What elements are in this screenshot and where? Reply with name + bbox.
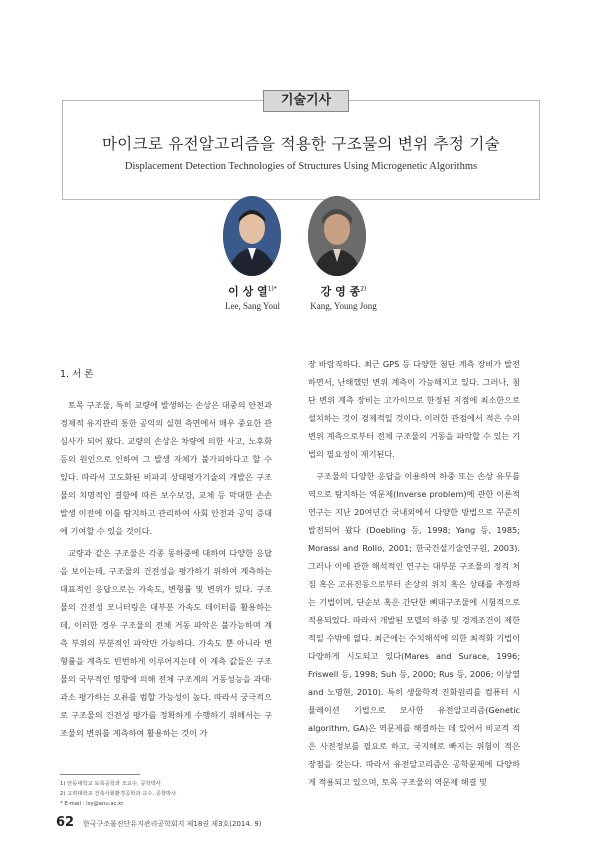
paragraph: 교량과 같은 구조물은 각종 동하중에 대하여 다양한 응답을 보이는데, 구조물의 건전성을 평가하기 위하여 계측하는 대표적인 응답으로는 가속도, 변형률 및 변위가 있다. 구조물의 건전성 모니터링은 대부분 가속도 데이터를 활용하는데, 이러한 경우 구조물의 전체 거동 파악은 불가능하며 계측 부위의 부분적인 파악만 가능하다. 가속도 뿐 아니라 변형률을 계측도 빈번하게 이루어지는데 이 계측 값들은 구조물의 국부적인 영향에 의해 전체 구조계의 거동성능을 과대·과소 평가하는 오류를 범할 가능성이 높다. 따라서 궁극적으로 구조물의 건전성 평가를 정확하게 수행하기 위해서는 구조물의 변위를 계측하여 활용하는 것이 가 — [60, 548, 272, 738]
section-heading: 1. 서 론 — [60, 369, 94, 380]
footnote: 2) 고려대학교 건축사회환경공학과 교수, 공학박사 — [60, 791, 177, 797]
footnote-divider — [60, 774, 140, 775]
author-2-name-ko: 강 영 종$^{2)}$ — [320, 285, 367, 298]
footnote: * E-mail : lsy@anu.ac.kr — [60, 801, 124, 807]
paragraph: 장 바람직하다. 최근 GPS 등 다양한 첨단 계측 장비가 발전하면서, 난해했던 변위 계측이 가능해지고 있다. 그러나, 첨단 변위 계측 장비는 고가이므로 한정된 지점에 최소한으로 설치하는 것이 경제적일 것이다. 이러한 관점에서 적은 수의 변위 계측으로부터 전체 구조물의 거동을 파악할 수 있는 기법의 필요성이 제기된다. — [308, 359, 520, 459]
title-korean: 마이크로 유전알고리즘을 적용한 구조물의 변위 추정 기술 — [102, 135, 500, 153]
paragraph: 구조물의 다양한 응답을 이용하여 하중 또는 손상 유무를 역으로 탐지하는 역문제(Inverse problem)에 관한 이론적 연구는 지난 20여년간 국내외에서 다양한 방법으로 꾸준히 발전되어 왔다 (Doebling 등, 1998; Yang 등, 1985; Morassi and Rollo, 2001; 한국건설기술연구원, 2003). 그러나 이에 관한 해석적인 연구는 대부분 구조물의 정적 처짐 혹은 고유진동으로부터 손상의 위치 혹은 상태를 추정하는 기법이며, 단순보 혹은 간단한 뼈대구조물에 시험적으로 적용되었다. 따라서 개발된 모델의 하중 및 경계조건이 제한적일 수밖에 없다. 최근에는 수치해석에 의한 최적화 기법이 다양하게 시도되고 있다(Mares and Surace, 1996; Friswell 등, 1998; Suh 등, 2000; Rus 등, 2006; 이상열 and 노명현, 2010). 특히 생물학적 진화원리를 컴퓨터 시뮬레이션 기법으로 모사한 유전알고리즘(Genetic algorithm, GA)은 역문제를 해결하는 데 있어서 비교적 적은 사전정보를 필요로 하고, 국지해로 빠지는 위험이 적은 장점을 갖는다. 따라서 유전알고리즘은 공학문제에 다양하게 적용되고 있으며, 토목 구조물의 역문제 해결 및 — [308, 471, 520, 787]
author-1-name-ko: 이 상 열$^{1)*}$ — [228, 285, 277, 298]
right-column — [308, 355, 520, 791]
left-column — [60, 352, 272, 742]
author-photo-2 — [308, 196, 366, 276]
author-2-name-en: Kang, Young Jong — [310, 301, 377, 311]
journal-citation: 한국구조물진단유지관리공학회지 제18권 제3호(2014. 9) — [83, 820, 262, 828]
author-photo-1 — [223, 196, 281, 276]
footnote: 1) 안동대학교 토목공학과 조교수, 공학박사 — [60, 781, 161, 787]
section-tag: 기술기사 — [263, 90, 349, 112]
paragraph: 토목 구조물, 특히 교량에 발생하는 손상은 대중의 안전과 경제적 유지관리 통한 공익의 실현 측면에서 매우 중요한 관심사가 되어 왔다. 교량의 손상은 차량에 의한 사고, 노후화 등의 원인으로 인하여 그 발생 자체가 불가피하다고 할 수 있다. 따라서 고도화된 비파괴 상태평가기술의 개발은 구조물의 치명적인 결함에 따른 보수보강, 교체 등 막대한 손손 발생 이전에 이를 탐지하고 관리하여 사회 안전과 공익 증대에 기여할 수 있을 것이다. — [60, 400, 272, 536]
page-number: 62 — [56, 815, 75, 830]
author-1-name-en: Lee, Sang Youl — [224, 301, 280, 311]
footnotes — [60, 779, 280, 809]
page-footer — [56, 815, 546, 835]
title-english: Displacement Detection Technologies of Structures Using Microgenetic Algorithms — [124, 161, 478, 172]
